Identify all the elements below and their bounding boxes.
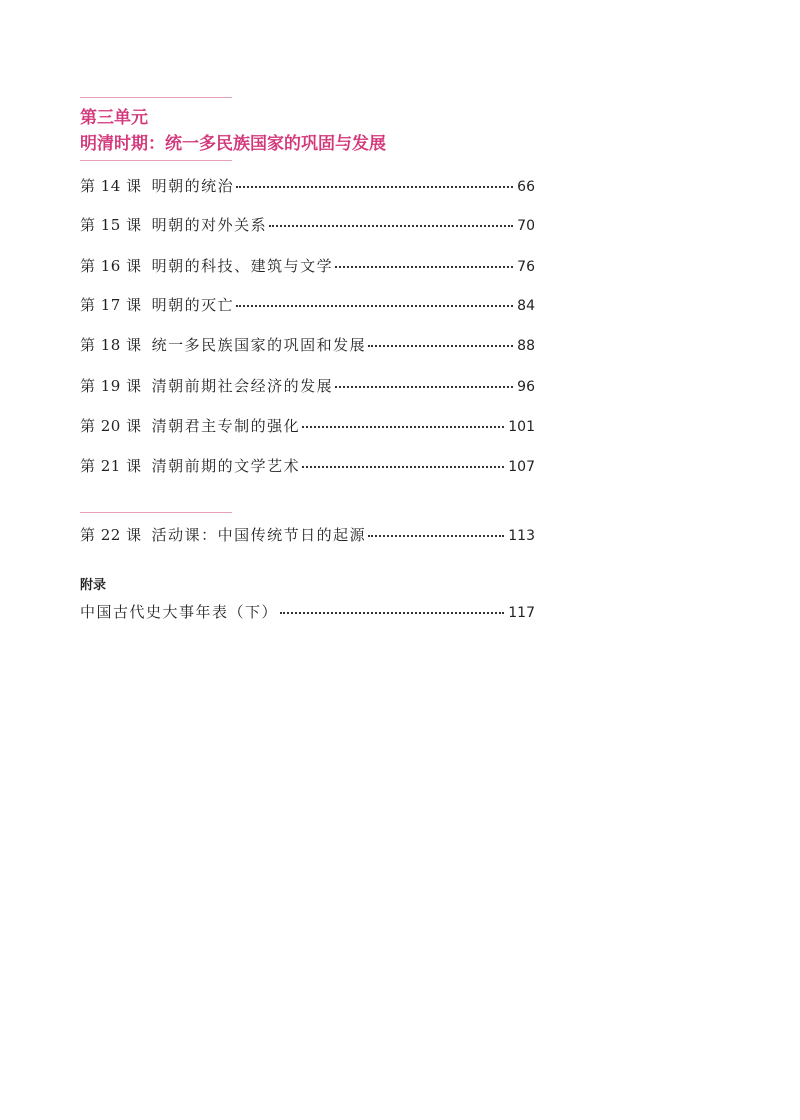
lesson-title: 清朝前期社会经济的发展 xyxy=(151,377,334,395)
lesson-number: 第 14 课 xyxy=(80,177,142,195)
lesson-title: 明朝的对外关系 xyxy=(151,216,268,234)
appendix-title: 中国古代史大事年表（下） xyxy=(80,603,279,621)
lesson-title: 清朝君主专制的强化 xyxy=(151,417,301,435)
toc-entry-lesson-15[interactable] xyxy=(80,214,535,236)
lesson-title: 明朝的科技、建筑与文学 xyxy=(151,257,334,275)
toc-entry-lesson-18[interactable] xyxy=(80,334,535,356)
dot-leader xyxy=(335,266,513,268)
toc-entry-lesson-20[interactable] xyxy=(80,415,535,437)
lesson-number: 第 15 课 xyxy=(80,216,142,234)
lesson-number: 第 16 课 xyxy=(80,257,142,275)
activity-top-rule xyxy=(80,512,232,513)
page-number: 70 xyxy=(517,218,535,234)
dot-leader xyxy=(269,225,513,227)
page-number: 107 xyxy=(508,459,535,475)
page-number: 96 xyxy=(517,379,535,395)
toc-entry-appendix[interactable] xyxy=(80,601,535,623)
toc-entry-lesson-22[interactable] xyxy=(80,524,535,546)
lesson-title: 明朝的灭亡 xyxy=(151,296,235,314)
toc-entry-lesson-21[interactable] xyxy=(80,455,535,477)
lesson-title: 明朝的统治 xyxy=(151,177,235,195)
dot-leader xyxy=(368,535,504,537)
page-number: 84 xyxy=(517,298,535,314)
unit-top-rule xyxy=(80,97,232,98)
lesson-title: 活动课：中国传统节日的起源 xyxy=(151,526,367,544)
unit-bottom-rule xyxy=(80,160,232,161)
lesson-title: 统一多民族国家的巩固和发展 xyxy=(151,336,367,354)
toc-entry-lesson-17[interactable] xyxy=(80,294,535,316)
dot-leader xyxy=(335,386,513,388)
unit-label: 第三单元 xyxy=(80,108,148,128)
lesson-title: 清朝前期的文学艺术 xyxy=(151,457,301,475)
page-number: 113 xyxy=(508,528,535,544)
dot-leader xyxy=(368,345,513,347)
page-number: 66 xyxy=(517,179,535,195)
page-number: 117 xyxy=(508,605,535,621)
dot-leader xyxy=(280,612,504,614)
page-number: 76 xyxy=(517,259,535,275)
page-number: 101 xyxy=(508,419,535,435)
lesson-number: 第 22 课 xyxy=(80,526,142,544)
toc-entry-lesson-14[interactable] xyxy=(80,175,535,197)
appendix-heading: 附录 xyxy=(80,578,107,593)
lesson-number: 第 19 课 xyxy=(80,377,142,395)
dot-leader xyxy=(236,305,513,307)
page-number: 88 xyxy=(517,338,535,354)
dot-leader xyxy=(302,426,504,428)
dot-leader xyxy=(236,186,513,188)
dot-leader xyxy=(302,466,504,468)
toc-entry-lesson-19[interactable] xyxy=(80,375,535,397)
lesson-number: 第 17 课 xyxy=(80,296,142,314)
lesson-number: 第 21 课 xyxy=(80,457,142,475)
unit-title: 明清时期：统一多民族国家的巩固与发展 xyxy=(80,134,386,154)
lesson-number: 第 18 课 xyxy=(80,336,142,354)
toc-entry-lesson-16[interactable] xyxy=(80,255,535,277)
lesson-number: 第 20 课 xyxy=(80,417,142,435)
